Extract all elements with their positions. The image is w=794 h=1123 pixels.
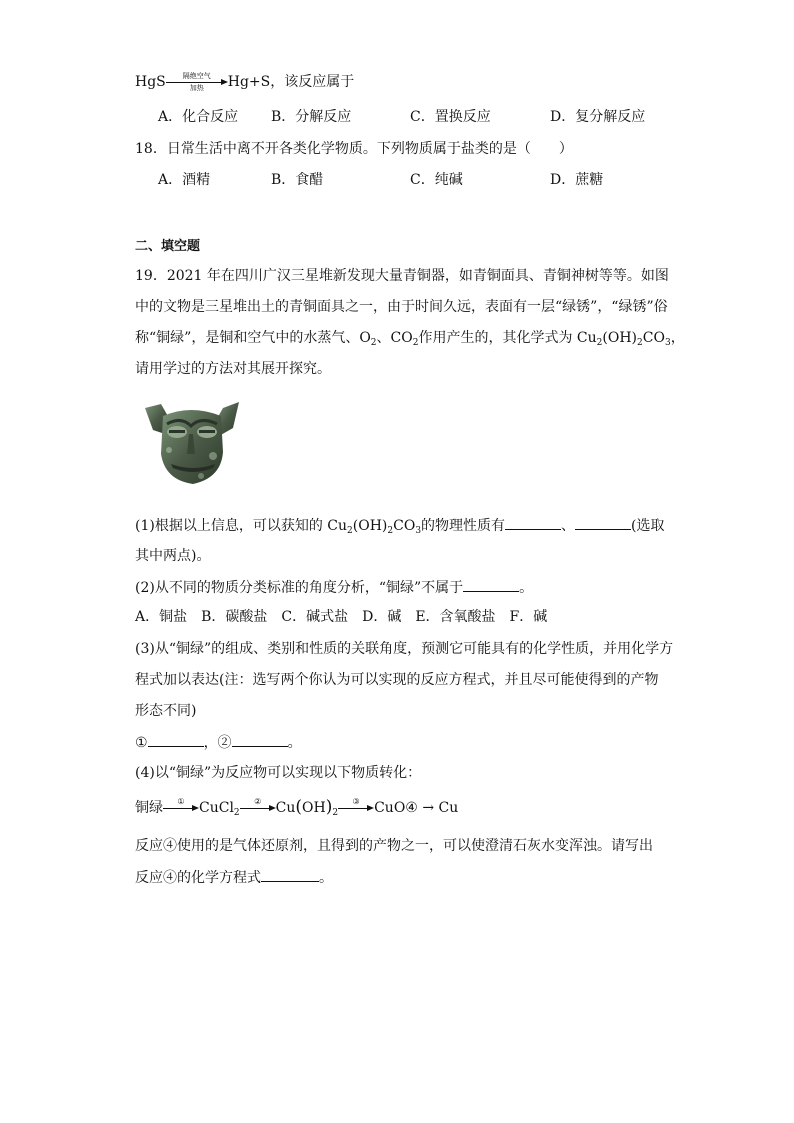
plain-arrow-icon: → <box>422 800 435 816</box>
reaction-arrow-icon: ① <box>163 799 199 817</box>
reaction-arrow-icon <box>166 73 228 91</box>
q19-part1-line2: 其中两点)。 <box>135 548 211 564</box>
arrow-condition-bottom: 加热 <box>189 84 204 92</box>
section-heading: 二、填空题 <box>135 239 201 254</box>
q18-option-d[interactable]: D．蔗糖 <box>550 172 604 188</box>
q19-line2: 中的文物是三星堆出土的青铜面具之一，由于时间久远，表面有一层“绿锈”，“绿锈”俗 <box>135 299 668 315</box>
answer-blank-1a[interactable] <box>505 515 561 530</box>
q17-option-a[interactable]: A．化合反应 <box>158 109 239 125</box>
q17-equation-line <box>135 72 354 92</box>
bronze-mask-image <box>143 400 241 488</box>
arrow-condition-top: 隔绝空气 <box>182 72 211 80</box>
reaction-arrow-icon: ③ <box>338 799 374 817</box>
q19-part4-line3: 反应④的化学方程式 。 <box>135 867 333 888</box>
q19-line4: 请用学过的方法对其展开探究。 <box>135 361 331 377</box>
q19-part3-answers: ① ，② 。 <box>135 732 302 753</box>
q18-option-c[interactable]: C．纯碱 <box>410 172 463 188</box>
q17-option-c[interactable]: C．置换反应 <box>410 109 491 125</box>
q17-option-d[interactable]: D．复分解反应 <box>550 109 646 125</box>
q19-part1-line1: (1)根据以上信息，可以获知的 $Cu_2(OH)_2CO_3$的物理性质有 、 (选取 <box>135 515 665 541</box>
q19-part3-line1: (3)从“铜绿”的组成、类别和性质的关联角度，预测它可能具有的化学性质，并用化学方 <box>135 641 674 657</box>
q19-part2-line: (2)从不同的物质分类标准的角度分析，“铜绿”不属于 。 <box>135 577 533 598</box>
reaction-arrow-icon: ② <box>240 799 276 817</box>
q19-line3: 称“铜绿”，是铜和空气中的水蒸气、$O_2$、$CO_2$作用产生的，其化学式为 $Cu_2(OH)_2CO_3$， <box>135 330 685 348</box>
q19-part4-line1: (4)以“铜绿”为反应物可以实现以下物质转化： <box>135 765 422 781</box>
q18-option-b[interactable]: B．食醋 <box>271 172 324 188</box>
answer-blank-3a[interactable] <box>148 732 204 747</box>
answer-blank-1b[interactable] <box>575 515 631 530</box>
q19-part2-options: A．铜盐 B．碳酸盐 C．碱式盐 D．碱 E．含氧酸盐 F．碱 <box>135 609 548 625</box>
q19-part3-line2: 程式加以表达(注：选写两个你认为可以实现的反应方程式，并且尽可能使得到的产物 <box>135 672 659 688</box>
conversion-chain: 铜绿 ① CuCl$_2$ ② $Cu(OH)_2$ ③ CuO④ → Cu <box>135 797 459 818</box>
q19-part4-line2: 反应④使用的是气体还原剂，且得到的产物之一，可以使澄清石灰水变浑浊。请写出 <box>135 838 653 854</box>
q18-stem: 18．日常生活中离不开各类化学物质。下列物质属于盐类的是（ ） <box>135 141 573 157</box>
answer-blank-3b[interactable] <box>232 732 288 747</box>
q17-option-b[interactable]: B．分解反应 <box>271 109 352 125</box>
reactant: HgS <box>135 74 166 90</box>
q17-product-text: Hg+S，该反应属于 <box>227 74 355 90</box>
answer-blank-2[interactable] <box>463 577 519 592</box>
q19-part3-line3: 形态不同) <box>135 703 197 719</box>
answer-blank-4[interactable] <box>261 867 319 882</box>
q19-line1: 19．2021 年在四川广汉三星堆新发现大量青铜器，如青铜面具、青铜神树等等。如图 <box>135 268 669 284</box>
q18-option-a[interactable]: A．酒精 <box>158 172 211 188</box>
